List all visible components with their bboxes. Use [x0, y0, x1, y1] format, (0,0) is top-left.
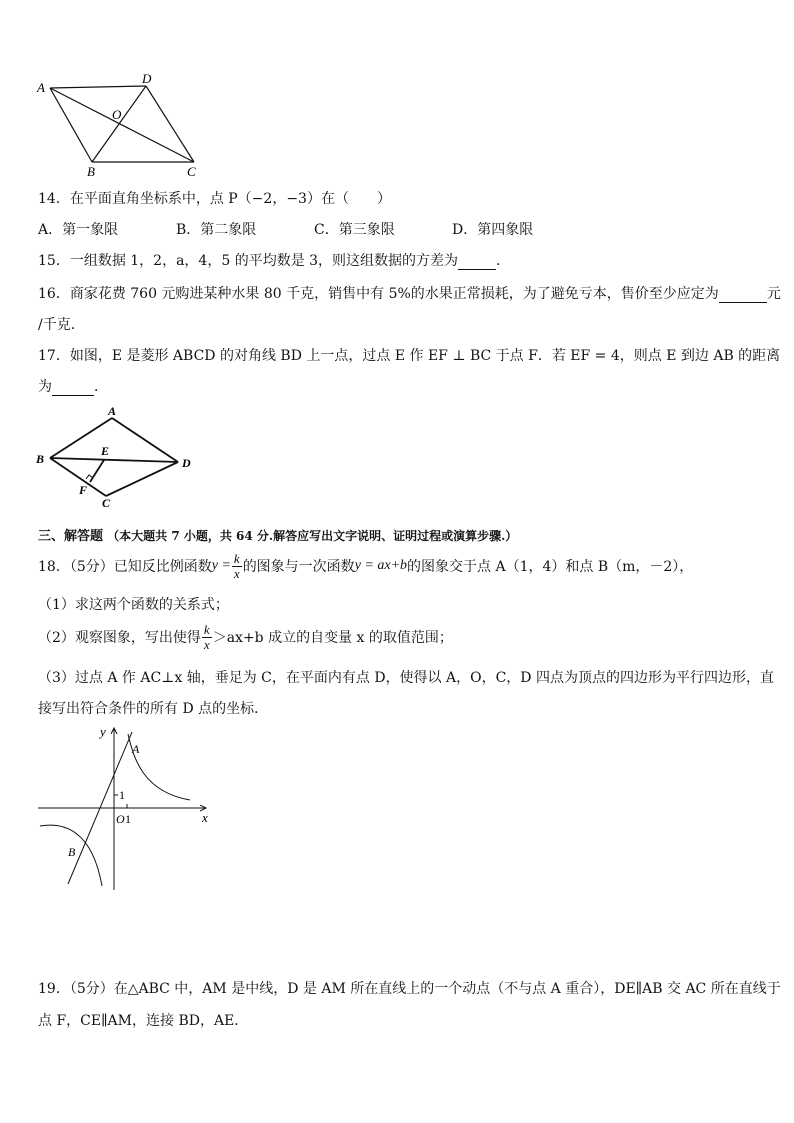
label-o: O	[112, 107, 122, 122]
fraction-numerator: k	[203, 621, 210, 637]
section-3-note: （本大题共 7 小题，共 64 分.解答应写出文字说明、证明过程或演算步骤.）	[107, 529, 518, 543]
label-d: D	[142, 72, 152, 86]
q18-part3-line2: 接写出符合条件的所有 D 点的坐标．	[38, 701, 269, 717]
q16-line2: /千克．	[38, 317, 85, 333]
q14-option-d: D．第四象限	[452, 222, 534, 238]
label-d: D	[182, 456, 191, 470]
parallelogram-figure	[34, 72, 204, 182]
label-f: F	[79, 483, 88, 497]
q16-unit: 元	[766, 286, 781, 302]
q18-part2-end: ＞ax+b 成立的自变量 x 的取值范围；	[212, 630, 453, 646]
fraction-denominator: x	[233, 565, 240, 581]
q16-line1	[38, 283, 781, 303]
side-ad	[50, 86, 146, 88]
q18-part2-fraction	[202, 623, 212, 652]
label-b: B	[68, 845, 76, 859]
q19-line2: 点 F，CE∥AM，连接 BD，AE．	[38, 1013, 249, 1029]
label-e: E	[101, 444, 110, 458]
q18-suffix: 的图象交于点 A（1，4）和点 B（m，－2），	[407, 559, 694, 575]
q14-stem: 14．在平面直角坐标系中，点 P（−2，−3）在（ ）	[38, 191, 391, 207]
q17-answer-blank[interactable]	[52, 381, 94, 396]
q16-answer-blank[interactable]	[719, 288, 767, 303]
label-x: x	[202, 810, 208, 825]
q14-option-a: A．第一象限	[38, 222, 119, 238]
q18-y-eq: y =	[211, 558, 231, 573]
q16-text: 16．商家花费 760 元购进某种水果 80 千克，销售中有 5%的水果正常损耗，为了避免亏本，售价至少应定为	[38, 286, 719, 302]
function-graph	[34, 720, 224, 892]
q15-end: ．	[496, 253, 511, 269]
section-3-title: 三、解答题	[38, 529, 104, 544]
label-a: A	[132, 742, 140, 756]
q18-part2-text: （2）观察图象，写出使得	[38, 630, 201, 646]
label-a: A	[108, 404, 117, 418]
label-c: C	[102, 496, 111, 508]
label-a: A	[37, 80, 45, 95]
label-one-y: 1	[119, 788, 125, 802]
label-b: B	[36, 452, 45, 466]
q15-stem	[38, 250, 510, 270]
q14-option-b: B．第二象限	[176, 222, 257, 238]
q15-answer-blank[interactable]	[458, 255, 496, 270]
side-ad	[112, 418, 178, 462]
q17-line1: 17．如图，E 是菱形 ABCD 的对角线 BD 上一点，过点 E 作 EF ⊥ BC 于点 F．若 EF = 4，则点 E 到边 AB 的距离	[38, 348, 781, 364]
diagonal-bd	[50, 458, 178, 462]
q18-stem	[38, 551, 693, 581]
q18-fraction	[232, 552, 242, 581]
q18-linear: y = ax+b	[354, 558, 408, 573]
label-one-x: 1	[125, 812, 131, 826]
q18-part3-line1: （3）过点 A 作 AC⊥x 轴，垂足为 C，在平面内有点 D，使得以 A，O，C，D 四点为顶点的四边形为平行四边形，直	[38, 670, 774, 686]
label-y: y	[100, 724, 106, 739]
segment-ef	[90, 460, 104, 482]
fraction-denominator: x	[203, 636, 210, 652]
q18-prefix: 18．（5分）已知反比例函数	[38, 559, 212, 575]
q17-end: ．	[94, 379, 108, 395]
q18-mid: 的图象与一次函数	[242, 559, 355, 575]
q15-text: 15．一组数据 1，2，a，4，5 的平均数是 3，则这组数据的方差为	[38, 253, 459, 269]
side-bc	[50, 458, 106, 496]
diagonal-bd	[92, 86, 146, 162]
side-dc	[146, 86, 194, 162]
fraction-numerator: k	[233, 550, 240, 566]
section-3-header	[38, 525, 517, 544]
rhombus-figure	[34, 404, 204, 508]
q17-line2	[38, 376, 108, 396]
q17-prefix: 为	[38, 379, 52, 395]
label-c: C	[187, 164, 196, 179]
q14-option-c: C．第三象限	[314, 222, 395, 238]
label-o: O	[116, 812, 125, 826]
q18-part2	[38, 622, 453, 652]
q18-part1: （1）求这两个函数的关系式；	[38, 597, 229, 613]
q19-line1: 19．（5分）在△ABC 中，AM 是中线，D 是 AM 所在直线上的一个动点（不与点 A 重合），DE∥AB 交 AC 所在直线于	[38, 981, 781, 997]
side-cd	[106, 462, 178, 496]
label-b: B	[87, 164, 95, 179]
